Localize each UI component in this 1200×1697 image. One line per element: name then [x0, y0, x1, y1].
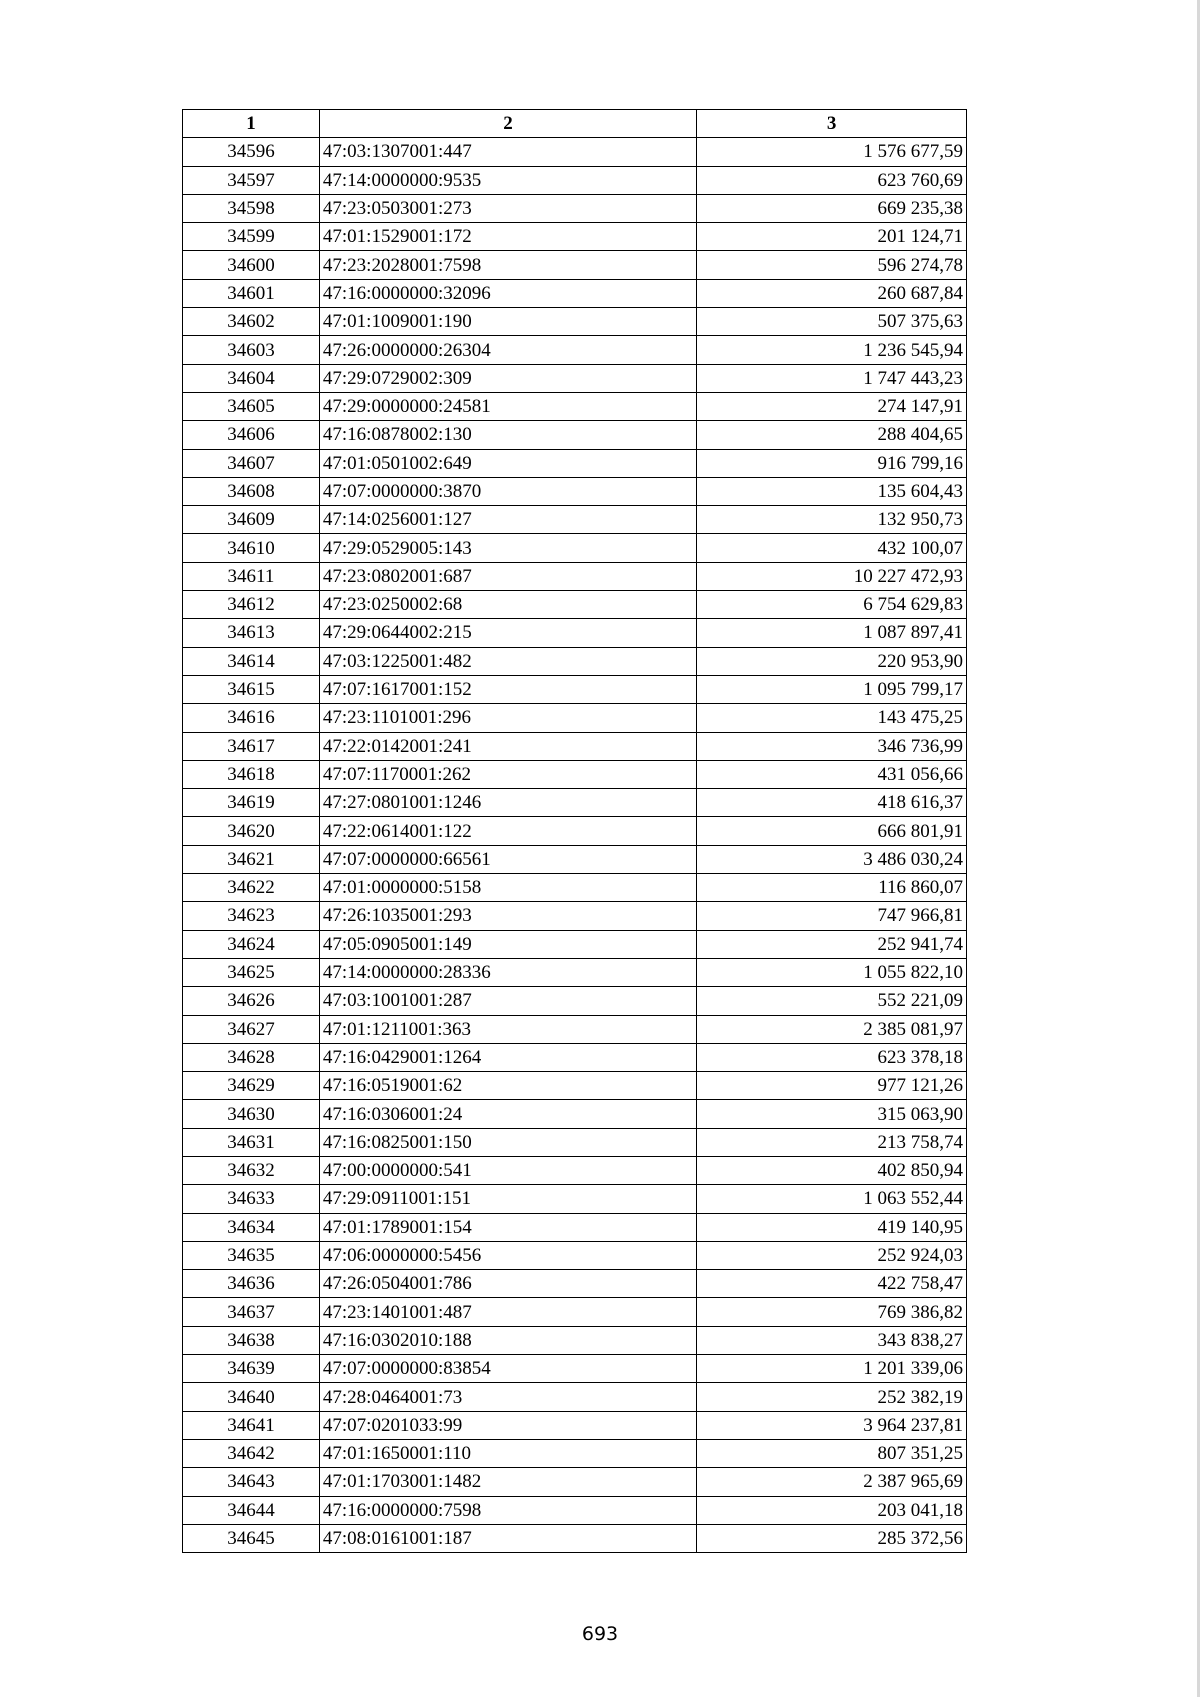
row-number-cell: 34608 [183, 477, 320, 505]
value-cell: 623 760,69 [697, 166, 967, 194]
value-cell: 132 950,73 [697, 506, 967, 534]
table-row [183, 1128, 967, 1156]
row-number-cell: 34615 [183, 675, 320, 703]
cadastral-number-cell: 47:29:0529005:143 [319, 534, 696, 562]
row-number-cell: 34597 [183, 166, 320, 194]
table-row [183, 1015, 967, 1043]
table-row [183, 930, 967, 958]
value-cell: 346 736,99 [697, 732, 967, 760]
row-number-cell: 34618 [183, 760, 320, 788]
value-cell: 252 941,74 [697, 930, 967, 958]
cadastral-number-cell: 47:16:0519001:62 [319, 1072, 696, 1100]
cadastral-number-cell: 47:01:1009001:190 [319, 308, 696, 336]
row-number-cell: 34623 [183, 902, 320, 930]
table-body [183, 138, 967, 1553]
row-number-cell: 34611 [183, 562, 320, 590]
row-number-cell: 34602 [183, 308, 320, 336]
row-number-cell: 34637 [183, 1298, 320, 1326]
table-row [183, 1072, 967, 1100]
value-cell: 203 041,18 [697, 1496, 967, 1524]
table-row [183, 1241, 967, 1269]
row-number-cell: 34606 [183, 421, 320, 449]
table-row [183, 1468, 967, 1496]
table-row [183, 619, 967, 647]
cadastral-number-cell: 47:23:0250002:68 [319, 591, 696, 619]
row-number-cell: 34599 [183, 223, 320, 251]
table-row [183, 1496, 967, 1524]
cadastral-number-cell: 47:05:0905001:149 [319, 930, 696, 958]
value-cell: 1 201 339,06 [697, 1355, 967, 1383]
cadastral-number-cell: 47:01:0000000:5158 [319, 874, 696, 902]
cadastral-number-cell: 47:23:1101001:296 [319, 704, 696, 732]
cadastral-number-cell: 47:16:0000000:7598 [319, 1496, 696, 1524]
table-row [183, 760, 967, 788]
value-cell: 2 385 081,97 [697, 1015, 967, 1043]
value-cell: 252 382,19 [697, 1383, 967, 1411]
cadastral-number-cell: 47:01:1703001:1482 [319, 1468, 696, 1496]
row-number-cell: 34631 [183, 1128, 320, 1156]
header-row [183, 110, 967, 138]
row-number-cell: 34614 [183, 647, 320, 675]
table-row [183, 647, 967, 675]
value-cell: 507 375,63 [697, 308, 967, 336]
table-row [183, 902, 967, 930]
value-cell: 343 838,27 [697, 1326, 967, 1354]
row-number-cell: 34624 [183, 930, 320, 958]
value-cell: 1 063 552,44 [697, 1185, 967, 1213]
cadastral-number-cell: 47:29:0911001:151 [319, 1185, 696, 1213]
cadastral-number-cell: 47:23:0802001:687 [319, 562, 696, 590]
cadastral-number-cell: 47:26:1035001:293 [319, 902, 696, 930]
table-row [183, 1185, 967, 1213]
row-number-cell: 34605 [183, 392, 320, 420]
table-row [183, 1213, 967, 1241]
cadastral-number-cell: 47:29:0000000:24581 [319, 392, 696, 420]
row-number-cell: 34643 [183, 1468, 320, 1496]
table-row [183, 1326, 967, 1354]
table-row [183, 1355, 967, 1383]
cadastral-number-cell: 47:01:1789001:154 [319, 1213, 696, 1241]
cadastral-number-cell: 47:16:0302010:188 [319, 1326, 696, 1354]
table-row [183, 987, 967, 1015]
value-cell: 747 966,81 [697, 902, 967, 930]
value-cell: 1 095 799,17 [697, 675, 967, 703]
cadastral-number-cell: 47:16:0429001:1264 [319, 1043, 696, 1071]
registry-table [182, 109, 967, 1553]
row-number-cell: 34636 [183, 1270, 320, 1298]
value-cell: 596 274,78 [697, 251, 967, 279]
table-row [183, 364, 967, 392]
row-number-cell: 34621 [183, 845, 320, 873]
table-row [183, 421, 967, 449]
cadastral-number-cell: 47:00:0000000:541 [319, 1156, 696, 1184]
row-number-cell: 34641 [183, 1411, 320, 1439]
value-cell: 3 486 030,24 [697, 845, 967, 873]
cadastral-number-cell: 47:01:1529001:172 [319, 223, 696, 251]
cadastral-number-cell: 47:07:0201033:99 [319, 1411, 696, 1439]
row-number-cell: 34642 [183, 1439, 320, 1467]
value-cell: 432 100,07 [697, 534, 967, 562]
cadastral-number-cell: 47:28:0464001:73 [319, 1383, 696, 1411]
table-row [183, 704, 967, 732]
table-row [183, 1411, 967, 1439]
column-header-3: 3 [697, 110, 967, 138]
row-number-cell: 34613 [183, 619, 320, 647]
value-cell: 1 747 443,23 [697, 364, 967, 392]
row-number-cell: 34622 [183, 874, 320, 902]
table-row [183, 223, 967, 251]
cadastral-number-cell: 47:23:2028001:7598 [319, 251, 696, 279]
row-number-cell: 34625 [183, 958, 320, 986]
table-row [183, 1270, 967, 1298]
value-cell: 422 758,47 [697, 1270, 967, 1298]
value-cell: 116 860,07 [697, 874, 967, 902]
row-number-cell: 34632 [183, 1156, 320, 1184]
row-number-cell: 34635 [183, 1241, 320, 1269]
table-row [183, 874, 967, 902]
table-row [183, 789, 967, 817]
cadastral-number-cell: 47:01:0501002:649 [319, 449, 696, 477]
value-cell: 1 055 822,10 [697, 958, 967, 986]
value-cell: 977 121,26 [697, 1072, 967, 1100]
value-cell: 220 953,90 [697, 647, 967, 675]
table-header [183, 110, 967, 138]
value-cell: 315 063,90 [697, 1100, 967, 1128]
table-row [183, 1156, 967, 1184]
row-number-cell: 34600 [183, 251, 320, 279]
value-cell: 201 124,71 [697, 223, 967, 251]
table-row [183, 732, 967, 760]
row-number-cell: 34620 [183, 817, 320, 845]
column-header-1: 1 [183, 110, 320, 138]
value-cell: 10 227 472,93 [697, 562, 967, 590]
row-number-cell: 34638 [183, 1326, 320, 1354]
value-cell: 288 404,65 [697, 421, 967, 449]
cadastral-number-cell: 47:22:0614001:122 [319, 817, 696, 845]
cadastral-number-cell: 47:03:1001001:287 [319, 987, 696, 1015]
table-row [183, 1100, 967, 1128]
cadastral-number-cell: 47:29:0729002:309 [319, 364, 696, 392]
cadastral-number-cell: 47:14:0000000:9535 [319, 166, 696, 194]
cadastral-number-cell: 47:22:0142001:241 [319, 732, 696, 760]
cadastral-number-cell: 47:03:1225001:482 [319, 647, 696, 675]
page-number: 693 [581, 1623, 619, 1645]
row-number-cell: 34610 [183, 534, 320, 562]
row-number-cell: 34626 [183, 987, 320, 1015]
cadastral-number-cell: 47:06:0000000:5456 [319, 1241, 696, 1269]
value-cell: 3 964 237,81 [697, 1411, 967, 1439]
value-cell: 807 351,25 [697, 1439, 967, 1467]
cadastral-number-cell: 47:01:1211001:363 [319, 1015, 696, 1043]
table-row [183, 1043, 967, 1071]
value-cell: 135 604,43 [697, 477, 967, 505]
value-cell: 666 801,91 [697, 817, 967, 845]
row-number-cell: 34630 [183, 1100, 320, 1128]
value-cell: 431 056,66 [697, 760, 967, 788]
cadastral-number-cell: 47:23:1401001:487 [319, 1298, 696, 1326]
value-cell: 552 221,09 [697, 987, 967, 1015]
table-row [183, 194, 967, 222]
row-number-cell: 34603 [183, 336, 320, 364]
table-row [183, 166, 967, 194]
row-number-cell: 34612 [183, 591, 320, 619]
table-row [183, 845, 967, 873]
cadastral-number-cell: 47:26:0504001:786 [319, 1270, 696, 1298]
row-number-cell: 34640 [183, 1383, 320, 1411]
table-row [183, 506, 967, 534]
table-row [183, 308, 967, 336]
value-cell: 669 235,38 [697, 194, 967, 222]
row-number-cell: 34607 [183, 449, 320, 477]
cadastral-number-cell: 47:26:0000000:26304 [319, 336, 696, 364]
row-number-cell: 34604 [183, 364, 320, 392]
table-row [183, 817, 967, 845]
value-cell: 402 850,94 [697, 1156, 967, 1184]
value-cell: 419 140,95 [697, 1213, 967, 1241]
cadastral-number-cell: 47:08:0161001:187 [319, 1524, 696, 1552]
cadastral-number-cell: 47:07:1170001:262 [319, 760, 696, 788]
cadastral-number-cell: 47:14:0000000:28336 [319, 958, 696, 986]
table-row [183, 562, 967, 590]
value-cell: 2 387 965,69 [697, 1468, 967, 1496]
row-number-cell: 34609 [183, 506, 320, 534]
cadastral-number-cell: 47:07:0000000:83854 [319, 1355, 696, 1383]
row-number-cell: 34617 [183, 732, 320, 760]
value-cell: 916 799,16 [697, 449, 967, 477]
table-row [183, 1383, 967, 1411]
table-row [183, 279, 967, 307]
table-row [183, 336, 967, 364]
cadastral-number-cell: 47:03:1307001:447 [319, 138, 696, 166]
table-row [183, 1524, 967, 1552]
value-cell: 143 475,25 [697, 704, 967, 732]
value-cell: 274 147,91 [697, 392, 967, 420]
value-cell: 1 576 677,59 [697, 138, 967, 166]
table-row [183, 675, 967, 703]
row-number-cell: 34627 [183, 1015, 320, 1043]
cadastral-number-cell: 47:01:1650001:110 [319, 1439, 696, 1467]
table-row [183, 477, 967, 505]
table-row [183, 392, 967, 420]
cadastral-number-cell: 47:29:0644002:215 [319, 619, 696, 647]
cadastral-number-cell: 47:16:0825001:150 [319, 1128, 696, 1156]
cadastral-number-cell: 47:27:0801001:1246 [319, 789, 696, 817]
row-number-cell: 34629 [183, 1072, 320, 1100]
row-number-cell: 34639 [183, 1355, 320, 1383]
table-row [183, 449, 967, 477]
table-row [183, 958, 967, 986]
row-number-cell: 34596 [183, 138, 320, 166]
value-cell: 1 236 545,94 [697, 336, 967, 364]
row-number-cell: 34633 [183, 1185, 320, 1213]
table-row [183, 1439, 967, 1467]
value-cell: 769 386,82 [697, 1298, 967, 1326]
value-cell: 6 754 629,83 [697, 591, 967, 619]
cadastral-number-cell: 47:16:0000000:32096 [319, 279, 696, 307]
value-cell: 252 924,03 [697, 1241, 967, 1269]
row-number-cell: 34628 [183, 1043, 320, 1071]
cadastral-number-cell: 47:07:1617001:152 [319, 675, 696, 703]
column-header-2: 2 [319, 110, 696, 138]
row-number-cell: 34645 [183, 1524, 320, 1552]
value-cell: 285 372,56 [697, 1524, 967, 1552]
row-number-cell: 34601 [183, 279, 320, 307]
value-cell: 213 758,74 [697, 1128, 967, 1156]
cadastral-number-cell: 47:16:0306001:24 [319, 1100, 696, 1128]
row-number-cell: 34644 [183, 1496, 320, 1524]
row-number-cell: 34598 [183, 194, 320, 222]
cadastral-number-cell: 47:14:0256001:127 [319, 506, 696, 534]
row-number-cell: 34619 [183, 789, 320, 817]
value-cell: 1 087 897,41 [697, 619, 967, 647]
row-number-cell: 34616 [183, 704, 320, 732]
cadastral-number-cell: 47:16:0878002:130 [319, 421, 696, 449]
table-row [183, 138, 967, 166]
table-row [183, 251, 967, 279]
table-row [183, 534, 967, 562]
table-row [183, 1298, 967, 1326]
cadastral-number-cell: 47:23:0503001:273 [319, 194, 696, 222]
cadastral-number-cell: 47:07:0000000:3870 [319, 477, 696, 505]
value-cell: 623 378,18 [697, 1043, 967, 1071]
value-cell: 260 687,84 [697, 279, 967, 307]
value-cell: 418 616,37 [697, 789, 967, 817]
cadastral-number-cell: 47:07:0000000:66561 [319, 845, 696, 873]
table-row [183, 591, 967, 619]
row-number-cell: 34634 [183, 1213, 320, 1241]
